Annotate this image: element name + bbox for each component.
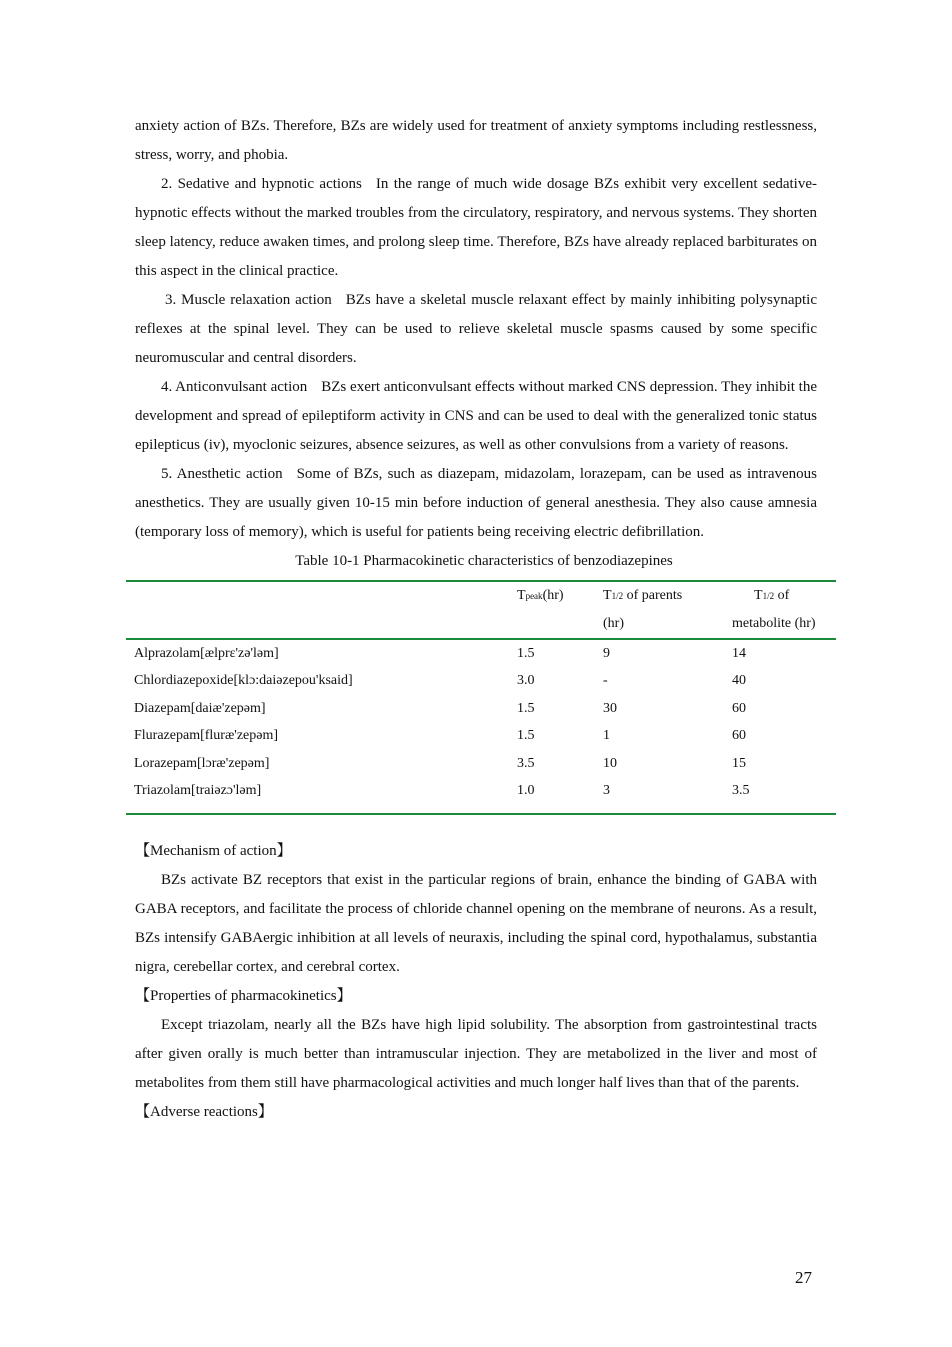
table-row <box>126 778 836 815</box>
paragraph-anticonvulsant <box>135 373 817 460</box>
thalf-parent-cell: 1 <box>603 728 610 744</box>
tpeak-cell: 3.0 <box>517 673 535 689</box>
tpeak-cell: 1.0 <box>517 778 603 815</box>
table-header-row <box>126 581 836 610</box>
page-number: 27 <box>795 1268 812 1287</box>
sedative-text: In the range of much wide dosage BZs exhibit very excellent sedative-hypnotic effects without the marked troubles from the circulatory, respiratory, and nervous systems. They shorten sleep latency, reduce awaken times, and prolong sleep time. Therefore, BZs have already replaced barbiturates on this aspect in the clinical practice. <box>135 176 817 279</box>
mechanism-heading: 【Mechanism of action】 <box>135 843 292 859</box>
thalf-parent-cell: 30 <box>603 700 617 716</box>
anticonvulsant-heading: 4. Anticonvulsant action <box>161 379 308 395</box>
thalf-metabolite-cell: 60 <box>732 700 746 716</box>
drug-name-cell: Lorazepam[lɔræ'zepəm] <box>134 755 270 771</box>
table-row <box>126 695 836 723</box>
header-thalf-parent-unit: (hr) <box>603 610 724 639</box>
paragraph-mechanism: BZs activate BZ receptors that exist in the particular regions of brain, enhance the binding of GABA with GABA receptors, and facilitate the process of chloride channel opening on the membrane of neurons. As a result, BZs intensify GABAergic inhibition at all levels of neuraxis, including the spinal cord, hypothalamus, substantia nigra, cerebellar cortex, and cerebral cortex. <box>135 872 817 975</box>
header-thalf-metabolite-unit: metabolite (hr) <box>724 610 836 639</box>
paragraph-pk: Except triazolam, nearly all the BZs have high lipid solubility. The absorption from gastrointestinal tracts after given orally is much better than intramuscular injection. They are metabolized in the liver and most of metabolites from them still have pharmacological activities and much longer half lives than that of the parents. <box>135 1017 817 1091</box>
drug-name-cell: Chlordiazepoxide[klɔ:daiəzepou'ksaid] <box>134 673 353 689</box>
thalf-metabolite-cell: 14 <box>732 645 746 661</box>
table-row <box>126 750 836 778</box>
anesthetic-text: Some of BZs, such as diazepam, midazolam, lorazepam, can be used as intravenous anesthetics. They are usually given 10-15 min before induction of general anesthesia. They also cause amnesia (temporary loss of memory), which is useful for patients being receiving electric defibrillation. <box>135 466 817 540</box>
paragraph-anxiety-end: anxiety action of BZs. Therefore, BZs are widely used for treatment of anxiety symptoms including restlessness, stress, worry, and phobia. <box>135 118 817 163</box>
table-header-row-2 <box>126 610 836 639</box>
muscle-heading: 3. Muscle relaxation action <box>165 292 332 308</box>
pk-heading: 【Properties of pharmacokinetics】 <box>135 988 352 1004</box>
drug-name-cell: Flurazepam[fluræ'zepəm] <box>134 728 279 744</box>
adverse-heading: 【Adverse reactions】 <box>135 1104 273 1120</box>
thalf-metabolite-cell: 40 <box>732 673 746 689</box>
thalf-metabolite-cell: 3.5 <box>724 778 836 815</box>
drug-name-cell: Triazolam[traiəzɔ'ləm] <box>126 778 517 815</box>
anticonvulsant-text: BZs exert anticonvulsant effects without marked CNS depression. They inhibit the development and spread of epileptiform activity in CNS and can be used to deal with the generalized tonic status epilepticus (iv), myoclonic seizures, absence seizures, as well as other convulsions from a variety of reasons. <box>135 379 817 453</box>
table-body <box>126 639 836 814</box>
document-body <box>135 112 817 1127</box>
header-blank <box>126 581 517 610</box>
thalf-parent-cell: 10 <box>603 755 617 771</box>
drug-name-cell: Alprazolam[ælprɛ'zə'ləm] <box>134 645 279 661</box>
anesthetic-heading: 5. Anesthetic action <box>161 466 283 482</box>
paragraph-anesthetic <box>135 460 817 547</box>
pharmacokinetic-table <box>126 580 836 815</box>
tpeak-cell: 3.5 <box>517 755 535 771</box>
thalf-metabolite-cell: 15 <box>732 755 746 771</box>
sedative-heading: 2. Sedative and hypnotic actions <box>161 176 362 192</box>
thalf-parent-cell: - <box>603 673 608 689</box>
table-row <box>126 639 836 668</box>
table-row <box>126 723 836 751</box>
muscle-text: BZs have a skeletal muscle relaxant effect by mainly inhibiting polysynaptic reflexes at the spinal level. They can be used to relieve skeletal muscle spasms caused by some specific neuromuscular and central disorders. <box>135 292 817 366</box>
table-caption: Table 10-1 Pharmacokinetic characteristics of benzodiazepines <box>295 553 673 569</box>
header-thalf-metabolite: T1/2 of <box>724 581 836 610</box>
thalf-parent-cell: 3 <box>603 778 724 815</box>
paragraph-muscle <box>135 286 817 373</box>
thalf-metabolite-cell: 60 <box>732 728 746 744</box>
tpeak-cell: 1.5 <box>517 645 535 661</box>
paragraph-sedative <box>135 170 817 286</box>
header-thalf-parent: T1/2 of parents <box>603 581 724 610</box>
header-tpeak: Tpeak(hr) <box>517 581 603 610</box>
tpeak-cell: 1.5 <box>517 700 535 716</box>
table-row <box>126 668 836 696</box>
thalf-parent-cell: 9 <box>603 645 610 661</box>
drug-name-cell: Diazepam[daiæ'zepəm] <box>134 700 266 716</box>
tpeak-cell: 1.5 <box>517 728 535 744</box>
